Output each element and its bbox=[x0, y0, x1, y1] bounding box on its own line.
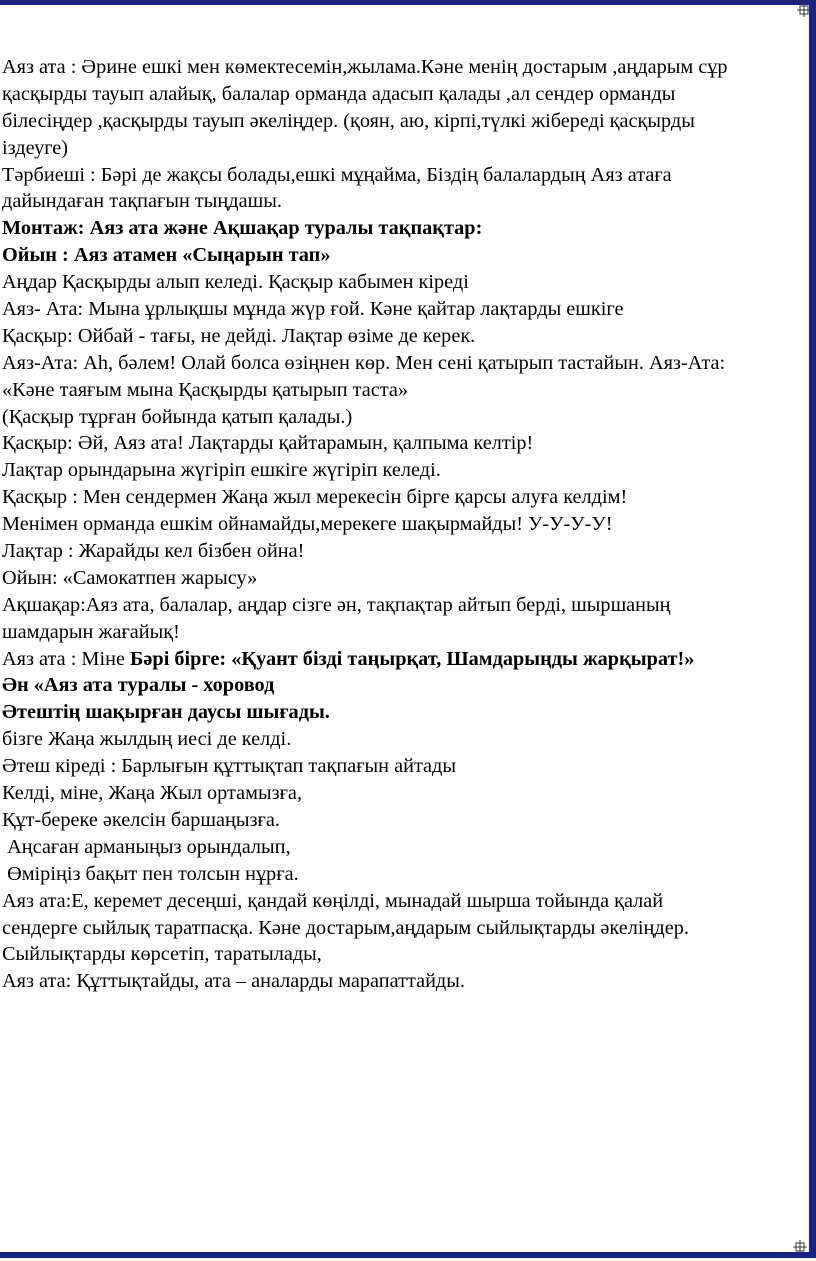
text-line: Аяз-Ата: Аһ, бәлем! Олай болса өзіңнен көр. Мен сені қатырып тастайын. Аяз-Ата: bbox=[2, 351, 726, 374]
text-line: Аяз- Ата: Мына ұрлықшы мұнда жүр ғой. Кәне қайтар лақтарды ешкіге bbox=[2, 298, 624, 321]
text-line: сендерге сыйлық таратпасқа. Кәне достарым,аңдарым сыйлықтарды әкеліңдер. bbox=[2, 916, 689, 939]
montage-heading: Монтаж: Аяз ата және Ақшақар туралы тақпақтар: bbox=[2, 217, 483, 240]
poem-line: Өміріңіз бақыт пен толсын нұрға. bbox=[2, 862, 299, 885]
text-line: Менімен орманда ешкім ойнамайды,мерекеге шақырмайды! У-У-У-У! bbox=[2, 513, 613, 536]
game-heading: Ойын : Аяз атамен «Сыңарын тап» bbox=[2, 244, 331, 267]
line-bold-part: Бәрі бірге: «Қуант бізді таңырқат, Шамдарыңды жарқырат!» bbox=[130, 647, 695, 670]
text-line: Ойын: «Самокатпен жарысу» bbox=[2, 566, 258, 589]
document-body bbox=[2, 54, 807, 995]
page-border-bottom bbox=[0, 1252, 816, 1258]
line-prefix: Аяз ата : Міне bbox=[2, 647, 131, 670]
text-line: Ақшақар:Аяз ата, балалар, аңдар сізге ән, тақпақтар айтып берді, шыршаның bbox=[2, 593, 671, 616]
text-line: дайындаған тақпағын тыңдашы. bbox=[2, 190, 282, 213]
song-heading: Ән «Аяз ата туралы - хоровод bbox=[2, 674, 275, 697]
page-border-right bbox=[809, 0, 816, 1258]
text-line: Аяз ата:Е, керемет десеңші, қандай көңілді, мынадай шырша тойында қалай bbox=[2, 889, 664, 912]
text-line: (Қасқыр тұрған бойында қатып қалады.) bbox=[2, 405, 353, 428]
text-line: Қасқыр : Мен сендермен Жаңа жыл мерекесін бірге қарсы алуға келдім! bbox=[2, 486, 628, 509]
poem-line: Аңсаған арманыңыз орындалып, bbox=[2, 835, 291, 858]
text-line: Әтеш кіреді : Барлығын құттықтап тақпағын айтады bbox=[2, 755, 457, 778]
text-line: Лақтар орындарына жүгіріп ешкіге жүгіріп келеді. bbox=[2, 459, 441, 482]
poem-line: Келді, міне, Жаңа Жыл ортамызға, bbox=[2, 782, 303, 805]
text-line: Лақтар : Жарайды кел бізбен ойна! bbox=[2, 540, 305, 563]
text-line: Аяз ата : Әрине ешкі мен көмектесемін,жылама.Кәне менің достарым ,аңдарым сұр bbox=[2, 56, 728, 78]
poem-line: Құт-береке әкелсін баршаңызға. bbox=[2, 808, 280, 831]
table-anchor-icon[interactable] bbox=[796, 2, 812, 18]
text-line: білесіңдер ,қасқырды тауып әкеліңдер. (қоян, аю, кірпі,түлкі жібереді қасқырды bbox=[2, 109, 695, 132]
text-line: Сыйлықтарды көрсетіп, таратылады, bbox=[2, 943, 322, 966]
text-line: Тәрбиеші : Бәрі де жақсы болады,ешкі мұңайма, Біздің балалардың Аяз атаға bbox=[2, 163, 672, 186]
text-line: Қасқыр: Ойбай - тағы, не дейді. Лақтар өзіме де керек. bbox=[2, 324, 476, 347]
page-border-top bbox=[0, 0, 816, 5]
mixed-format-line bbox=[2, 646, 807, 673]
text-line: Аяз ата: Құттықтайды, ата – аналарды марапаттайды. bbox=[2, 970, 465, 993]
text-line: іздеуге) bbox=[2, 136, 69, 159]
table-anchor-icon[interactable] bbox=[792, 1239, 808, 1255]
text-line: Қасқыр: Әй, Аяз ата! Лақтарды қайтарамын, қалпыма келтір! bbox=[2, 432, 534, 455]
text-line: «Кәне таяғым мына Қасқырды қатырып таста» bbox=[2, 378, 409, 401]
text-line: шамдарын жағайық! bbox=[2, 620, 180, 643]
text-line: бізге Жаңа жылдың иесі де келді. bbox=[2, 728, 292, 751]
text-line: қасқырды тауып алайық, балалар орманда адасып қалады ,ал сендер орманды bbox=[2, 82, 676, 105]
rooster-heading: Әтештің шақырған даусы шығады. bbox=[2, 701, 330, 724]
text-line: Аңдар Қасқырды алып келеді. Қасқыр кабымен кіреді bbox=[2, 271, 469, 294]
